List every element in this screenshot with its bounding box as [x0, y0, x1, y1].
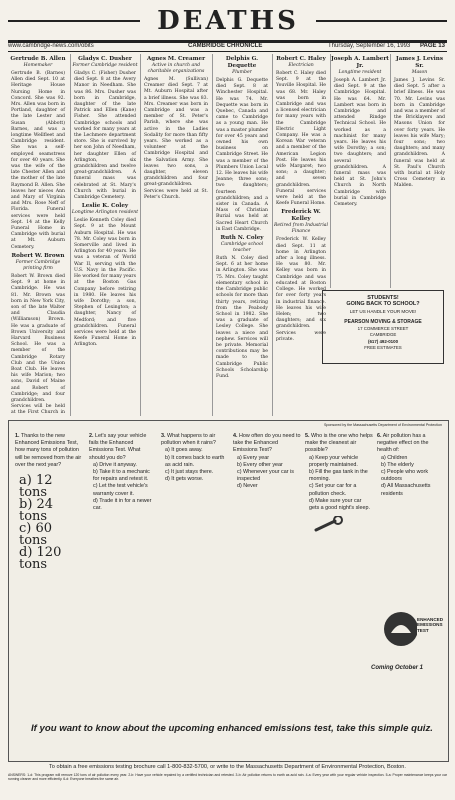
column-6 [330, 54, 389, 288]
quiz-option: c) People who work outdoors [381, 469, 429, 483]
masthead-url: www.cambridge-news.com/obits [8, 43, 94, 49]
quiz-option: d) 120 tons [19, 545, 62, 573]
page-title: DEATHS [157, 6, 299, 36]
masthead [8, 6, 447, 43]
coming-date: Coming October 1 [371, 665, 424, 671]
obituary-text: James J. Levins Sr. died Sept. 5 after a brief illness. He was 70. Mr. Levins was born in Cambridge and was a member of the Bricklayers and Masons Union for over forty years. He leaves his wife Mary; four sons; two daughters; and many grandchildren. A funeral was held at St. Paul's Church with burial at Holy Cross Cemetery in Malden. [394, 78, 445, 189]
obituary-text: Gertrude B. (Barnes) Allen died Sept. 10 at Heritage House Nursing Home in Concord. She was 92. Mrs. Allen was born in Portland, daughter of the late Lester and Susan (Abbott) Barnes, and was a longtime Wellfleet and Cambridge resident. She was a self-employed seamstress for over 40 years. She was the wife of the late Chester Allen and the mother of the late Raymond B. Allen. She leaves her nieces Ann and Mary of Virginia and Mrs. Rose Neff of Florida. Funeral services were held Sept. 14 at the Kelly Funeral Home in Cambridge with burial at Mt. Auburn Cemetery. [11, 71, 65, 250]
quiz-question-text: Let's say your vehicle fails the Enhanced Emissions Test. What should you do? [89, 433, 147, 461]
quiz-question-1: 1. Thanks to the new Enhanced Emissions Test, how many tons of pollution will be removed from the air over the next year? a) 12 tons b) 24 tons c) 60 tons d) 120 tons [15, 433, 82, 573]
quiz-option: d) All Massachusetts residents [381, 483, 431, 497]
quiz-option: d) It gets worse. [165, 476, 204, 483]
quiz-option: b) Take it to a mechanic for repairs and retest it. [93, 469, 150, 483]
emissions-quiz-ad [8, 420, 449, 762]
quiz-option: a) Drive it anyway. [93, 461, 137, 468]
logo-text: ENHANCED EMISSIONS TEST [417, 617, 444, 633]
quiz-option: d) Make sure your car gets a good night's sleep. [309, 497, 370, 512]
obituary-name: Agnes M. Creamer [146, 56, 206, 62]
obituary [213, 56, 271, 233]
notice-company: PEARSON MOVING & STORAGE [344, 319, 422, 325]
obituary-name: Frederick W. Kelley [281, 209, 321, 223]
issue-date: Thursday, September 16, 1993 [328, 43, 411, 49]
obituary-name: Joseph A. Lambert Jr. [331, 56, 389, 69]
obituary [331, 56, 389, 208]
quiz-option: a) Keep your vehicle properly maintained. [309, 454, 359, 468]
obituary-subtitle: Active in church and charitable organizations [147, 63, 205, 74]
quiz-option: c) 60 tons [19, 521, 53, 549]
quiz-option: b) The elderly [381, 461, 414, 468]
obituary-subtitle: Retired from Industrial Finance [273, 223, 329, 235]
notice-address: 17 COMMERCE STREET [357, 326, 409, 331]
column-4 [212, 54, 271, 416]
quiz-option: c) Let the test vehicle's warranty cover it. [93, 483, 148, 497]
quiz-option: a) Children [381, 454, 408, 461]
notice-city: CAMBRIDGE [369, 332, 397, 337]
quiz-option: a) Every year [237, 454, 270, 461]
notice-headline: STUDENTS! [367, 295, 399, 301]
quiz-question-4: 4. How often do you need to take the Enhanced Emissions Test? a) Every year b) Every other year c) Whenever your car is inspected d) Never [233, 433, 301, 490]
section-name: CAMBRIDGE CHRONICLE [188, 43, 263, 49]
enhanced-emissions-logo [383, 609, 444, 655]
obituary-name: Leslie K. Coley [81, 203, 129, 210]
obituary-text: Delphis G. Dequette died Sept. 8 at Winchester Hospital. He was 74. Mr. Dequette was born in Quebec, Canada and came to Cambridge as a young man. He was a master plumber for over 45 years and owned his own business on Cambridge Street. He was a member of the Plumbers Union Local 12. He leaves his wife Jeanne; three sons; two daughters; fourteen grandchildren; and a sister in Canada. A Mass of Christian Burial was held at Sacred Heart Church in East Cambridge. [216, 78, 268, 232]
quiz-option: d) Never [237, 483, 258, 490]
column-3 [140, 54, 211, 416]
page-footer [8, 764, 447, 796]
quiz-question-text: Who is the one who helps make the cleanest air possible? [305, 433, 373, 454]
quiz-question-text: How often do you need to take the Enhanced Emissions Test? [233, 433, 301, 454]
obituary [71, 203, 139, 348]
obituary-text: Robert W. Brown died Sept. 9 at home in Cambridge. He was 81. Mr. Brown was born in New York City, son of the late Walter and Claudia (Williamson) Brown. He was a graduate of Brown University and Harvard Business School. He was a member of the Cambridge Rotary Club and the Union Boat Club. He leaves his wife Marion; two sons, David of Maine and Robert of Cambridge; and four grandchildren. Services will be held at the First Church in [11, 273, 65, 416]
masthead-rule-right [316, 20, 447, 22]
obituary-text: Agnes M. (Sullivan) Creamer died Sept. 7 at Mt. Auburn Hospital after a brief illness. She was 83. Mrs. Creamer was born in Cambridge and was a member of St. Peter's Parish, where she was active in the Ladies Sodality for more than fifty years. She worked as a volunteer at the Cambridge Hospital and the Salvation Army. She leaves two sons, a daughter, eleven grandchildren and four great-grandchildren. Services were held at St. Peter's Church. [144, 77, 208, 200]
notice-phone: (617) 492-0100 [367, 339, 399, 344]
footer-contact: To obtain a free emissions testing brochure call 1-800-832-5700, or write to the Massachusetts Department of Environmental Protection, Boston. [49, 764, 406, 770]
obituary [273, 209, 329, 342]
obituary-text: Leslie Kenneth Coley died Sept. 9 at the Mount Auburn Hospital. He was 78. Mr. Coley was born in Somerville and lived in Arlington for 40 years. He was a veteran of World War II, serving with the U.S. Navy in the Pacific. He worked for many years at the Boston Gas Company before retiring in 1980. He leaves his wife Dorothy; a son, Stephen of Lexington; a daughter, Nancy of Medford; and five grandchildren. Funeral services were held at the Keefe Funeral Home in Arlington. [74, 218, 136, 348]
column-5 [272, 54, 329, 416]
notice-tagline: FREE ESTIMATES [364, 345, 402, 350]
obituary-subtitle: Homemaker [23, 63, 53, 68]
obituary-name: Robert W. Brown [11, 252, 65, 259]
obituary [141, 56, 211, 201]
quiz-question-6: 6. Air pollution has a negative effect on the health of: a) Children b) The elderly c) People who work outdoors d) All Massachusetts residents [377, 433, 443, 498]
quiz-option: a) 12 tons [19, 473, 53, 501]
column-1 [8, 54, 68, 416]
quiz-option: c) Set your car for a pollution check. [309, 483, 357, 497]
obituary [8, 56, 68, 251]
obituary-name: James J. Levins Sr. [395, 56, 444, 69]
obituary-subtitle: Longtime resident [338, 70, 382, 75]
quiz-question-text: Thanks to the new Enhanced Emissions Test, how many tons of pollution will be removed from the air over the next year? [15, 433, 82, 468]
obituary [273, 56, 329, 207]
ad-credit: Sponsored by the Massachusetts Department of Environmental Protection [323, 423, 442, 427]
column-7 [390, 54, 448, 288]
quiz-option: b) It comes back to earth as acid rain. [165, 454, 225, 468]
column-2 [70, 54, 139, 416]
obituary-subtitle: Former Cambridge resident [72, 63, 138, 68]
quiz-question-5: 5. Who is the one who helps make the cleanest air possible? a) Keep your vehicle properly maintained. b) Fill the gas tank in the morning. c) Set your car for a pollution check. d) Make sure your car gets a good night's sleep. [305, 433, 373, 537]
notice-line: LET US HANDLE YOUR MOVE! [349, 309, 417, 314]
wrench-icon [313, 516, 347, 534]
obituary-name: Delphis G. Dequette [225, 56, 259, 69]
footer-answers: ANSWERS: 1-d: This program will remove 120 tons of air pollution every year. 2-b: Have your vehicle repaired by a certified technician and retested. 3-b: Air pollution returns to earth as acid rain. 4-a: Every year with your regular vehicle inspection. 5-a: Proper maintenance keeps your car running cleaner and more efficiently. 6-d: Everyone breathes the same air. [8, 773, 447, 782]
quiz-question-3: 3. What happens to air pollution when it rains? a) It goes away. b) It comes back to earth as acid rain. c) It just stays there. d) It gets worse. [161, 433, 229, 483]
quiz-option: c) Whenever your car is inspected [237, 469, 294, 483]
obituary-name: Gertrude B. Allen [10, 56, 66, 62]
obituary-text: Joseph A. Lambert Jr. died Sept. 9 at the Cambridge Hospital. He was 64. Mr. Lambert was born in Cambridge and attended Rindge Technical School. He worked as a machinist for many years. He leaves his wife Dorothy; a son; two daughters; and several grandchildren. A funeral mass was held at St. John's Church in North Cambridge with burial in Cambridge Cemetery. [334, 78, 386, 208]
page-number: PAGE 13 [420, 43, 445, 49]
moving-notice-box [322, 290, 444, 364]
ad-tagline: If you want to know about the upcoming enhanced emissions test, take this simple quiz. [31, 723, 433, 734]
masthead-rule-left [8, 20, 140, 22]
dateline [8, 42, 447, 52]
obituary [391, 56, 448, 190]
notice-subheadline: GOING BACK TO SCHOOL? [346, 301, 420, 307]
obituary-subtitle: Former Cambridge printing firm [15, 259, 61, 271]
quiz-option: b) Fill the gas tank in the morning. [309, 469, 368, 483]
obituary-text: Gladys C. (Fisher) Dusher died Sept. 8 at the Avery Manor in Needham. She was 86. Mrs. Dusher was born in Cambridge, daughter of the late Patrick and Ellen (Kane) Fisher. She attended Cambridge schools and worked for many years at the Lechmere department store. She is survived by her son John of Needham, her daughter Ellen of Arlington, six grandchildren and twelve great-grandchildren. A funeral mass was celebrated at St. Mary's Church with burial in Cambridge Cemetery. [74, 71, 136, 201]
quiz-question-text: What happens to air pollution when it rains? [161, 433, 216, 447]
obituary [213, 235, 271, 380]
quiz-question-text: Air pollution has a negative effect on the health of: [377, 433, 429, 454]
obituary [71, 56, 139, 201]
quiz-option: b) 24 tons [19, 497, 54, 525]
obituary-text: Ruth N. Coley died Sept. 6 at her home in Arlington. She was 75. Mrs. Coley taught elementary school in the Cambridge public schools for more than thirty years, retiring from the Peabody School in 1982. She was a graduate of Lesley College. She leaves a niece and nephew. Services will be private. Memorial contributions may be made to the Cambridge Public Schools Scholarship Fund. [216, 256, 268, 379]
obituary-subtitle: Longtime Arlington resident [71, 210, 139, 216]
obituary-subtitle: Electrician [288, 63, 314, 68]
obituary-text: Robert C. Haley died Sept. 9 at the Youville Hospital. He was 68. Mr. Haley was born in Cambridge and was a licensed electrician for many years with the Cambridge Electric Light Company. He was a Korean War veteran and a member of the American Legion Post. He leaves his wife Margaret; two sons; a daughter; and seven grandchildren. Funeral services were held at the Keefe Funeral Home. [276, 71, 326, 207]
quiz-option: b) Every other year [237, 461, 283, 468]
quiz-question-2: 2. Let's say your vehicle fails the Enhanced Emissions Test. What should you do? a) Drive it anyway. b) Take it to a mechanic for repairs and retest it. c) Let the test vehicle's warranty cover it. d) Trade it in for a newer car. [89, 433, 157, 512]
obituary-name: Ruth N. Coley [220, 235, 264, 242]
obituary-subtitle: Mason [411, 70, 428, 75]
obituary-name: Gladys C. Dusher [78, 56, 132, 62]
obituary-text: Frederick W. Kelley died Sept. 11 at home in Arlington after a long illness. He was 80. Mr. Kelley was born in Cambridge and was educated at Boston College. He worked for over forty years in industrial finance. He leaves his wife Helen; two daughters; and six grandchildren. Services were private. [276, 237, 326, 342]
quiz-option: c) It just stays there. [165, 469, 214, 476]
quiz-option: a) It goes away. [165, 447, 203, 454]
obituary-subtitle: Cambridge school teacher [220, 242, 264, 254]
obituary-name: Robert C. Haley [276, 56, 326, 62]
obituary-subtitle: Plumber [232, 70, 252, 75]
obituary [8, 253, 68, 416]
quiz-option: d) Trade it in for a newer car. [93, 497, 152, 512]
